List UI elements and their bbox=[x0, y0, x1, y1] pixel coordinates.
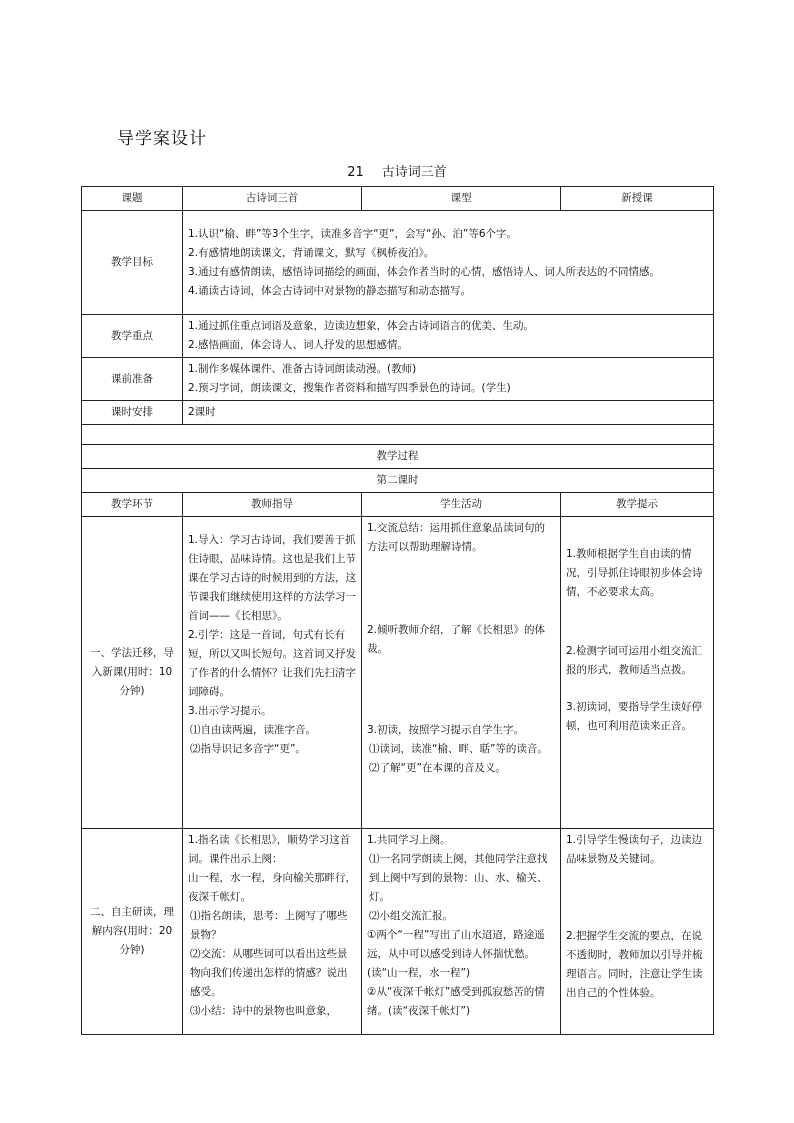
student-item: 1.共同学习上阕。 bbox=[367, 834, 451, 846]
teacher-item: 2.引学：这是一首词，句式有长有短，所以又叫长短句。这首词又抒发了作者的什么情怀？让我们先扫清字词障碍。 bbox=[188, 629, 356, 698]
col-header-tips: 教学提示 bbox=[561, 493, 714, 517]
goal-item: 4.诵读古诗词，体会古诗词中对景物的静态描写和动态描写。 bbox=[188, 284, 472, 297]
prep-item: 2.预习字词，朗读课文，搜集作者资料和描写四季景色的诗词。(学生) bbox=[188, 382, 511, 394]
student-item: ⑴一名同学朗读上阕，其他同学注意找到上阕中写到的景物：山、水、榆关、灯。 bbox=[369, 853, 548, 903]
prep-item: 1.制作多媒体课件、准备古诗词朗读动漫。(教师) bbox=[188, 363, 417, 375]
goals-label: 教学目标 bbox=[82, 211, 183, 315]
period-label: 第二课时 bbox=[82, 469, 714, 493]
teacher-item: 1.导入：学习古诗词，我们要善于抓住诗眼，品味诗情。这也是我们上节课在学习古诗的时候用到的方法，这节课我们继续使用这样的方法学习一首词——《长相思》。 bbox=[188, 534, 356, 622]
student-item: ⑵了解“更”在本课的音及义。 bbox=[369, 762, 506, 774]
lesson-title bbox=[0, 161, 794, 180]
student-item: 2.倾听教师介绍，了解《长相思》的体裁。 bbox=[367, 624, 546, 655]
student-item: 1.交流总结：运用抓住意象品读词句的方法可以帮助理解诗情。 bbox=[367, 522, 546, 553]
type-label: 课型 bbox=[362, 187, 561, 211]
focus-item: 2.感悟画面，体会诗人、词人抒发的思想感情。 bbox=[188, 339, 409, 351]
focus-content bbox=[183, 315, 714, 358]
goal-item: 2.有感情地朗读课文，背诵课文，默写《枫桥夜泊》。 bbox=[188, 246, 435, 259]
prep-row bbox=[82, 358, 714, 401]
tip-item: 2.把握学生交流的要点，在说不透彻时，教师加以引导并梳理语言。同时，注意让学生读出自己的个性体验。 bbox=[566, 930, 703, 999]
hours-row bbox=[82, 401, 714, 425]
section-stage: 二、自主研读，理解内容(用时：20分钟) bbox=[82, 829, 183, 1035]
goals-row bbox=[82, 211, 714, 315]
section-student bbox=[362, 517, 561, 829]
type-value: 新授课 bbox=[561, 187, 714, 211]
hours-value: 2课时 bbox=[183, 401, 714, 425]
teacher-item: ⑵指导识记多音字“更”。 bbox=[190, 743, 306, 755]
period-row bbox=[82, 469, 714, 493]
goal-item: 3.通过有感情朗读，感悟诗词描绘的画面，体会作者当时的心情，感悟诗人、词人所表达的不同情感。 bbox=[188, 265, 661, 278]
topic-label: 课题 bbox=[82, 187, 183, 211]
student-item: 3.初读，按照学习提示自学生字。 bbox=[367, 724, 525, 736]
student-item: ②从“夜深千帐灯”感受到孤寂愁苦的情绪。(读“夜深千帐灯”) bbox=[367, 986, 545, 1017]
lesson-number: 21 bbox=[347, 165, 364, 180]
section-row bbox=[82, 829, 714, 1035]
tip-item: 3.初读词，要指导学生读好停顿，也可利用范读来正音。 bbox=[566, 701, 703, 732]
lesson-name: 古诗词三首 bbox=[381, 165, 447, 180]
doc-heading: 导学案设计 bbox=[117, 129, 207, 149]
column-header-row bbox=[82, 493, 714, 517]
col-header-student: 学生活动 bbox=[362, 493, 561, 517]
teacher-item: 山一程，水一程，身向榆关那畔行，夜深千帐灯。 bbox=[188, 872, 356, 903]
tip-item: 1.教师根据学生自由读的情况，引导抓住诗眼初步体会诗情，不必要求太高。 bbox=[566, 548, 703, 598]
prep-content bbox=[183, 358, 714, 401]
student-item: ①两个“一程”写出了山水迢迢，路途遥远，从中可以感受到诗人怀揣忧愁。(读“山一程，水一程”) bbox=[367, 929, 545, 979]
process-row bbox=[82, 445, 714, 469]
section-row bbox=[82, 517, 714, 829]
section-tips bbox=[561, 517, 714, 829]
teacher-item: 3.出示学习提示。 bbox=[188, 705, 272, 717]
section-stage: 一、学法迁移，导入新课(用时：10分钟) bbox=[82, 517, 183, 829]
goals-content bbox=[183, 211, 714, 315]
teacher-item: ⑶小结：诗中的景物也叫意象， bbox=[190, 1005, 337, 1017]
focus-item: 1.通过抓住重点词语及意象，边读边想象，体会古诗词语言的优美、生动。 bbox=[188, 320, 535, 332]
tip-item: 1.引导学生慢读句子，边读边品味景物及关键词。 bbox=[566, 834, 703, 865]
tip-item: 2.检测字词可运用小组交流汇报的形式，教师适当点拨。 bbox=[566, 645, 703, 676]
section-teacher bbox=[183, 829, 362, 1035]
lesson-plan-table bbox=[81, 186, 714, 1035]
topic-value: 古诗词三首 bbox=[183, 187, 362, 211]
teacher-item: ⑴指名朗读，思考：上阕写了哪些景物？ bbox=[190, 910, 348, 941]
hours-label: 课时安排 bbox=[82, 401, 183, 425]
spacer-row bbox=[82, 425, 714, 445]
section-teacher bbox=[183, 517, 362, 829]
teacher-item: ⑵交流：从哪些词可以看出这些景物向我们传递出怎样的情感？说出感受。 bbox=[190, 948, 348, 998]
topic-row bbox=[82, 187, 714, 211]
teacher-item: 1.指名读《长相思》，顺势学习这首词。课件出示上阕： bbox=[188, 834, 351, 865]
section-student bbox=[362, 829, 561, 1035]
process-label: 教学过程 bbox=[82, 445, 714, 469]
student-item: ⑵小组交流汇报。 bbox=[369, 910, 453, 922]
goal-item: 1.认识“榆、畔”等3个生字，读准多音字“更”，会写“孙、泊”等6个字。 bbox=[188, 227, 518, 240]
col-header-teacher: 教师指导 bbox=[183, 493, 362, 517]
focus-label: 教学重点 bbox=[82, 315, 183, 358]
section-tips bbox=[561, 829, 714, 1035]
prep-label: 课前准备 bbox=[82, 358, 183, 401]
focus-row bbox=[82, 315, 714, 358]
student-item: ⑴读词，读准“榆、畔、聒”等的读音。 bbox=[369, 743, 548, 755]
teacher-item: ⑴自由读两遍，读准字音。 bbox=[190, 724, 316, 736]
col-header-stage: 教学环节 bbox=[82, 493, 183, 517]
